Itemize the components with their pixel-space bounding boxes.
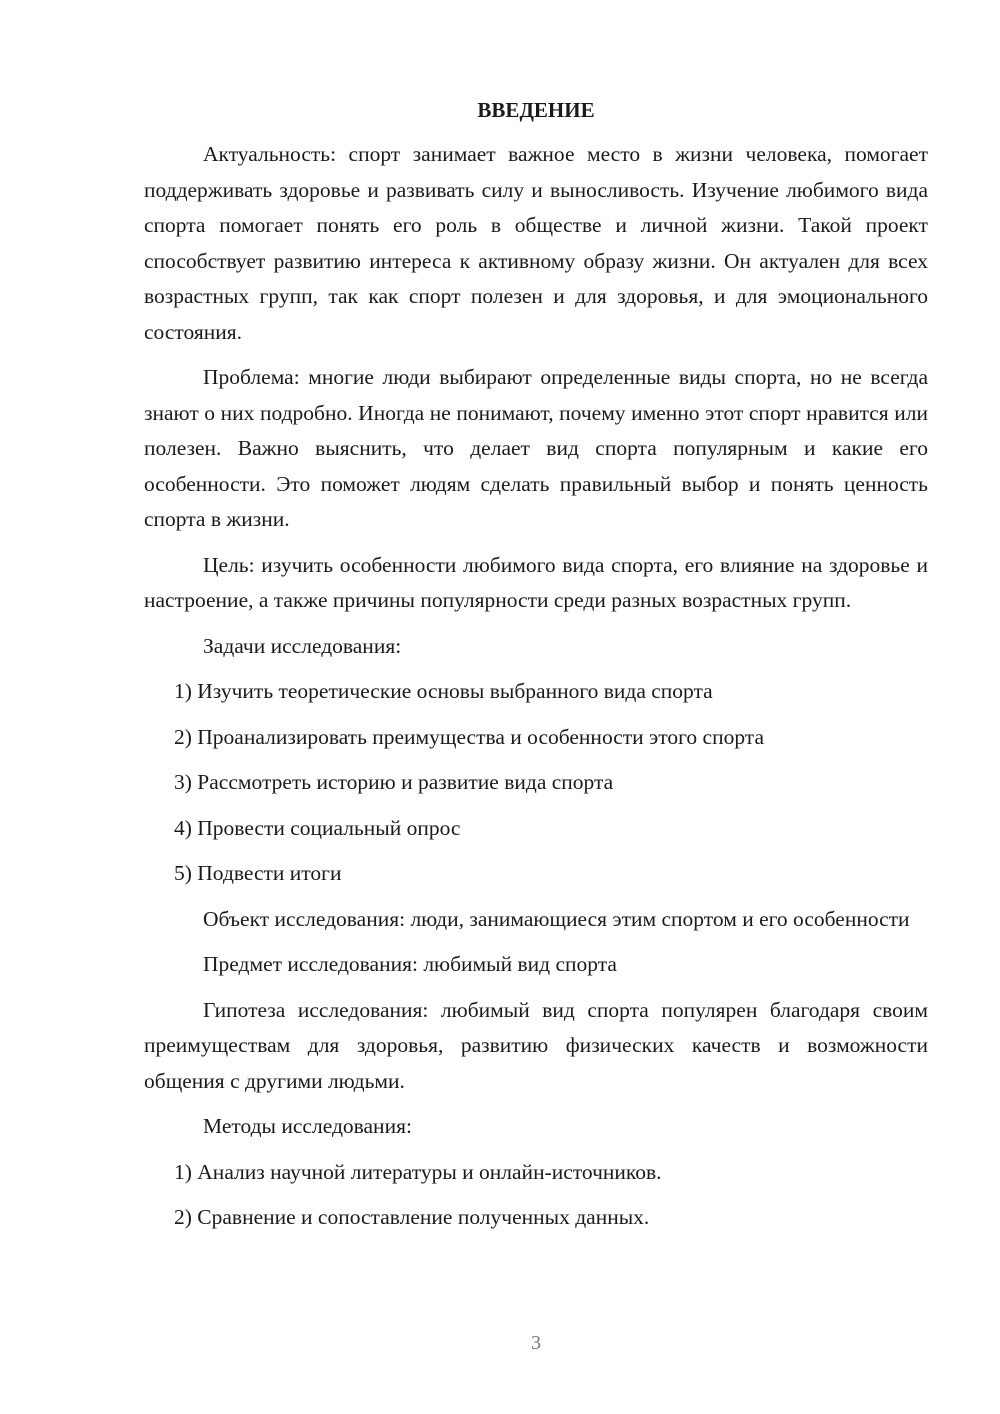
- page-number: 3: [531, 1332, 541, 1354]
- hypothesis-paragraph: Гипотеза исследования: любимый вид спорта популярен благодаря своим преимуществам для здоровья, развитию физических качеств и возможности общения с другими людьми.: [144, 997, 928, 1093]
- subject-paragraph: Предмет исследования: любимый вид спорта: [203, 952, 617, 976]
- task-item: 1) Изучить теоретические основы выбранного вида спорта: [174, 679, 713, 703]
- object-paragraph: Объект исследования: люди, занимающиеся этим спортом и его особенности: [203, 906, 910, 931]
- task-item: 5) Подвести итоги: [174, 861, 342, 885]
- tasks-heading: Задачи исследования:: [203, 633, 402, 658]
- task-item: 2) Проанализировать преимущества и особенности этого спорта: [174, 724, 765, 749]
- method-item: 2) Сравнение и сопоставление полученных данных.: [174, 1205, 650, 1229]
- task-item: 3) Рассмотреть историю и развитие вида спорта: [174, 770, 614, 794]
- task-item: 4) Провести социальный опрос: [174, 815, 461, 840]
- method-item: 1) Анализ научной литературы и онлайн-источников.: [174, 1159, 662, 1184]
- relevance-paragraph: Актуальность: спорт занимает важное место в жизни человека, помогает поддерживать здоровье и развивать силу и выносливость. Изучение любимого вида спорта помогает понять его роль в обществе и личной жизни. Такой проект способствует развитию интереса к активному образу жизни. Он актуален для всех возрастных групп, так как спорт полезен и для здоровья, и для эмоционального состояния.: [144, 142, 928, 344]
- section-title: ВВЕДЕНИЕ: [477, 98, 595, 122]
- tasks-list: [144, 674, 928, 892]
- methods-list: [144, 1155, 928, 1236]
- methods-heading: Методы исследования:: [203, 1114, 412, 1138]
- problem-paragraph: Проблема: многие люди выбирают определенные виды спорта, но не всегда знают о них подробно. Иногда не понимают, почему именно этот спорт нравится или полезен. Важно выяснить, что делает вид спорта популярным и какие его особенности. Это поможет людям сделать правильный выбор и понять ценность спорта в жизни.: [144, 365, 928, 531]
- page-content: [144, 96, 928, 1246]
- goal-paragraph: Цель: изучить особенности любимого вида спорта, его влияние на здоровье и настроение, а также причины популярности среди разных возрастных групп.: [144, 552, 928, 612]
